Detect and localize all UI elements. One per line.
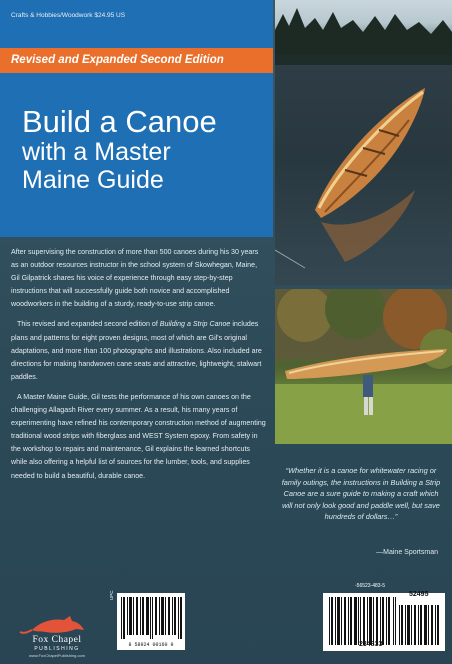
isbn-barcode <box>323 593 445 651</box>
canoe-carry-illustration <box>275 289 452 444</box>
title-panel <box>0 0 273 237</box>
canoe-on-lake-illustration <box>275 0 452 285</box>
publisher-name: Fox Chapel <box>32 635 82 645</box>
isbn-top: -56523-483-5 <box>355 583 386 589</box>
fox-logo-icon <box>12 612 102 636</box>
upc-number: 8 58924 00160 9 <box>128 642 174 648</box>
isbn-bottom: 234833 <box>359 641 383 648</box>
review-source: —Maine Sportsman <box>376 549 438 556</box>
upc-barcode <box>117 593 185 650</box>
publisher-logo <box>12 612 102 656</box>
price-label: $24.95 US <box>94 12 126 19</box>
review-quote: “Whether it is a canoe for whitewater racing or family outings, the instructions in Building a Strip Canoe are a sure guide to making a craft which will not only look good and paddle well, but save hundreds of dollars…” <box>281 466 441 522</box>
title-line-2: with a Master <box>22 138 171 166</box>
publisher-label: PUBLISHING <box>34 646 80 652</box>
category-price <box>11 12 125 19</box>
title-line-1: Build a Canoe <box>22 104 217 139</box>
book-title <box>22 106 217 193</box>
isbn-barcode-bars <box>323 593 445 651</box>
description <box>11 246 266 490</box>
description-paragraph-3: A Master Maine Guide, Gil tests the performance of his own canoes on the challenging Allagash River every summer. As a result, his many years of experimenting have refined his contemporary construction method of augmenting traditional wood strips with fiberglass and WEST System epoxy. From safety in the workshop to repairs and maintenance, Gil explains the learned shortcuts while also offering a helpful list of sources for the lumber, tools, and supplies needed to build a beautiful, durable canoe. <box>11 392 266 480</box>
price-code: 52495 <box>409 591 429 598</box>
p2-prefix: This revised and expanded second edition of <box>17 320 160 329</box>
canoe-carry-photo <box>275 289 452 444</box>
category-label: Crafts & Hobbies/Woodwork <box>11 12 93 19</box>
edition-label: Revised and Expanded Second Edition <box>11 54 224 66</box>
publisher-url: www.FoxChapelPublishing.com <box>28 653 86 658</box>
upc-label: UPC <box>109 590 114 600</box>
title-line-3: Maine Guide <box>22 166 164 194</box>
book-reference: Building a Strip Canoe <box>159 320 231 329</box>
description-paragraph-2 <box>11 318 266 383</box>
p2-rest: includes plans and patterns for eight proven designs, most of which are Gil's original adaptations, and more than 100 photographs and illustrations. Also included are directions for making handwoven cane seats and attractive, lightweight, stalwart paddles. <box>11 320 262 381</box>
description-paragraph-1: After supervising the construction of more than 500 canoes during his 30 years as an outdoor resources instructor in the school system of Skowhegan, Maine, Gil Gilpatrick shares his voice of experience through easy step-by-step instructions that will successfully guide both novice and accomplished woodworkers in the building of a sturdy, ready-to-use strip canoe. <box>11 248 259 309</box>
upc-barcode-bars <box>117 593 185 650</box>
canoe-on-lake-photo <box>275 0 452 285</box>
edition-band <box>0 48 273 73</box>
